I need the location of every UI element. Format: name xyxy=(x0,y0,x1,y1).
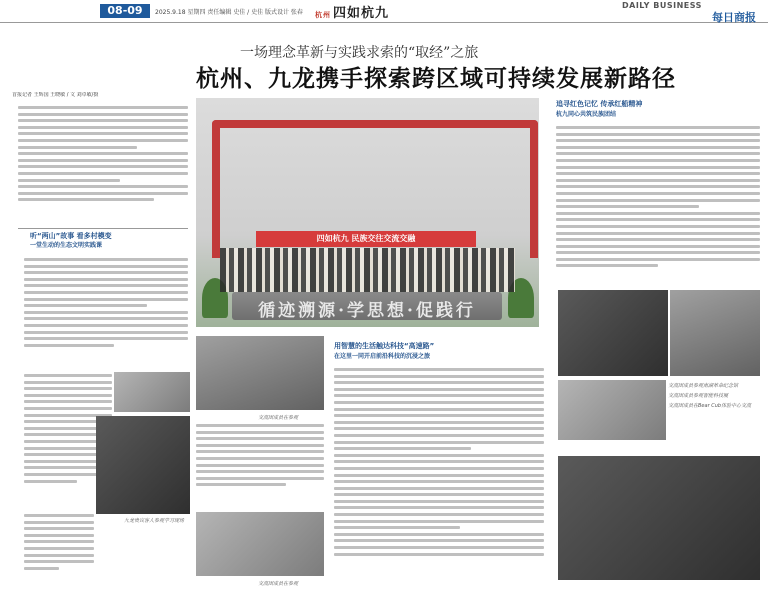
photo-vr-experience xyxy=(558,290,668,376)
right-body-text xyxy=(556,124,760,288)
left-body-text xyxy=(18,104,188,220)
stone-monument xyxy=(232,292,502,320)
left-byline-block xyxy=(12,92,190,99)
photo-museum xyxy=(670,290,760,376)
headline-kicker: 一场理念革新与实践求索的“取经”之旅 xyxy=(240,45,479,61)
logo-text: 四如杭九 xyxy=(333,6,390,21)
photo-exhibit xyxy=(114,372,190,412)
caption-right-3: 交流团成员在Bear Cub体验中心交流 xyxy=(668,403,752,409)
group-of-people xyxy=(220,248,515,292)
column-logo xyxy=(315,2,389,21)
left-body-text-2 xyxy=(24,256,188,368)
caption-right-1: 交流团成员参观南湖革命纪念馆 xyxy=(668,383,739,389)
masthead-chinese: 每日商报 xyxy=(712,11,756,24)
center-subhead-b: 在这里一同开启前沿科技的沉浸之旅 xyxy=(334,353,431,360)
caption-center-1: 交流团成员在参观 xyxy=(258,415,299,421)
logo-prefix: 杭州 xyxy=(315,10,331,19)
main-photo-gate xyxy=(196,98,539,327)
center-left-text xyxy=(196,422,324,510)
stone-inscription: 循迹溯源·学思想·促践行 xyxy=(258,301,476,321)
center-subhead: 用智慧的生活触达科技“高速路” xyxy=(334,342,435,350)
photo-exhibition xyxy=(558,380,666,440)
right-subhead: 追寻红色记忆 传承红船精神 xyxy=(556,100,643,108)
page-number: 08-09 xyxy=(100,4,150,18)
byline: 首报记者 王辉国 王晓敏 / 文 刘卓敏/摄 xyxy=(12,92,99,98)
headline-title: 杭州、九龙携手探索跨区域可持续发展新路径 xyxy=(196,65,676,92)
gate-banner: 四如杭九 民族交往交流交融 xyxy=(256,231,476,247)
left-subhead-b: 一堂生动的生态文明实践课 xyxy=(30,242,103,249)
caption-right-2: 交流团成员参观智能科技展 xyxy=(668,393,729,399)
left-body-text-4 xyxy=(24,512,94,588)
photo-visitors xyxy=(96,416,190,514)
header-date-line: 2025.9.18 星期四 责任编辑 史佳 / 史佳 版式设计 张春 xyxy=(155,9,303,16)
left-subhead: 听“两山”故事 看多村模变 xyxy=(30,232,112,240)
divider xyxy=(18,228,188,229)
center-body-text xyxy=(334,366,544,586)
photo-tour xyxy=(196,512,324,576)
right-spacer xyxy=(556,446,760,456)
photo-group-hats xyxy=(558,456,760,580)
right-subhead-b: 杭九同心共筑民族团结 xyxy=(556,111,617,118)
caption-left: 九龙贵宾客人参观学习现场 xyxy=(124,518,185,524)
masthead-english: DAILY BUSINESS xyxy=(622,1,702,10)
photo-hall xyxy=(196,336,324,410)
caption-center-2: 交流团成员在参观 xyxy=(258,581,299,587)
